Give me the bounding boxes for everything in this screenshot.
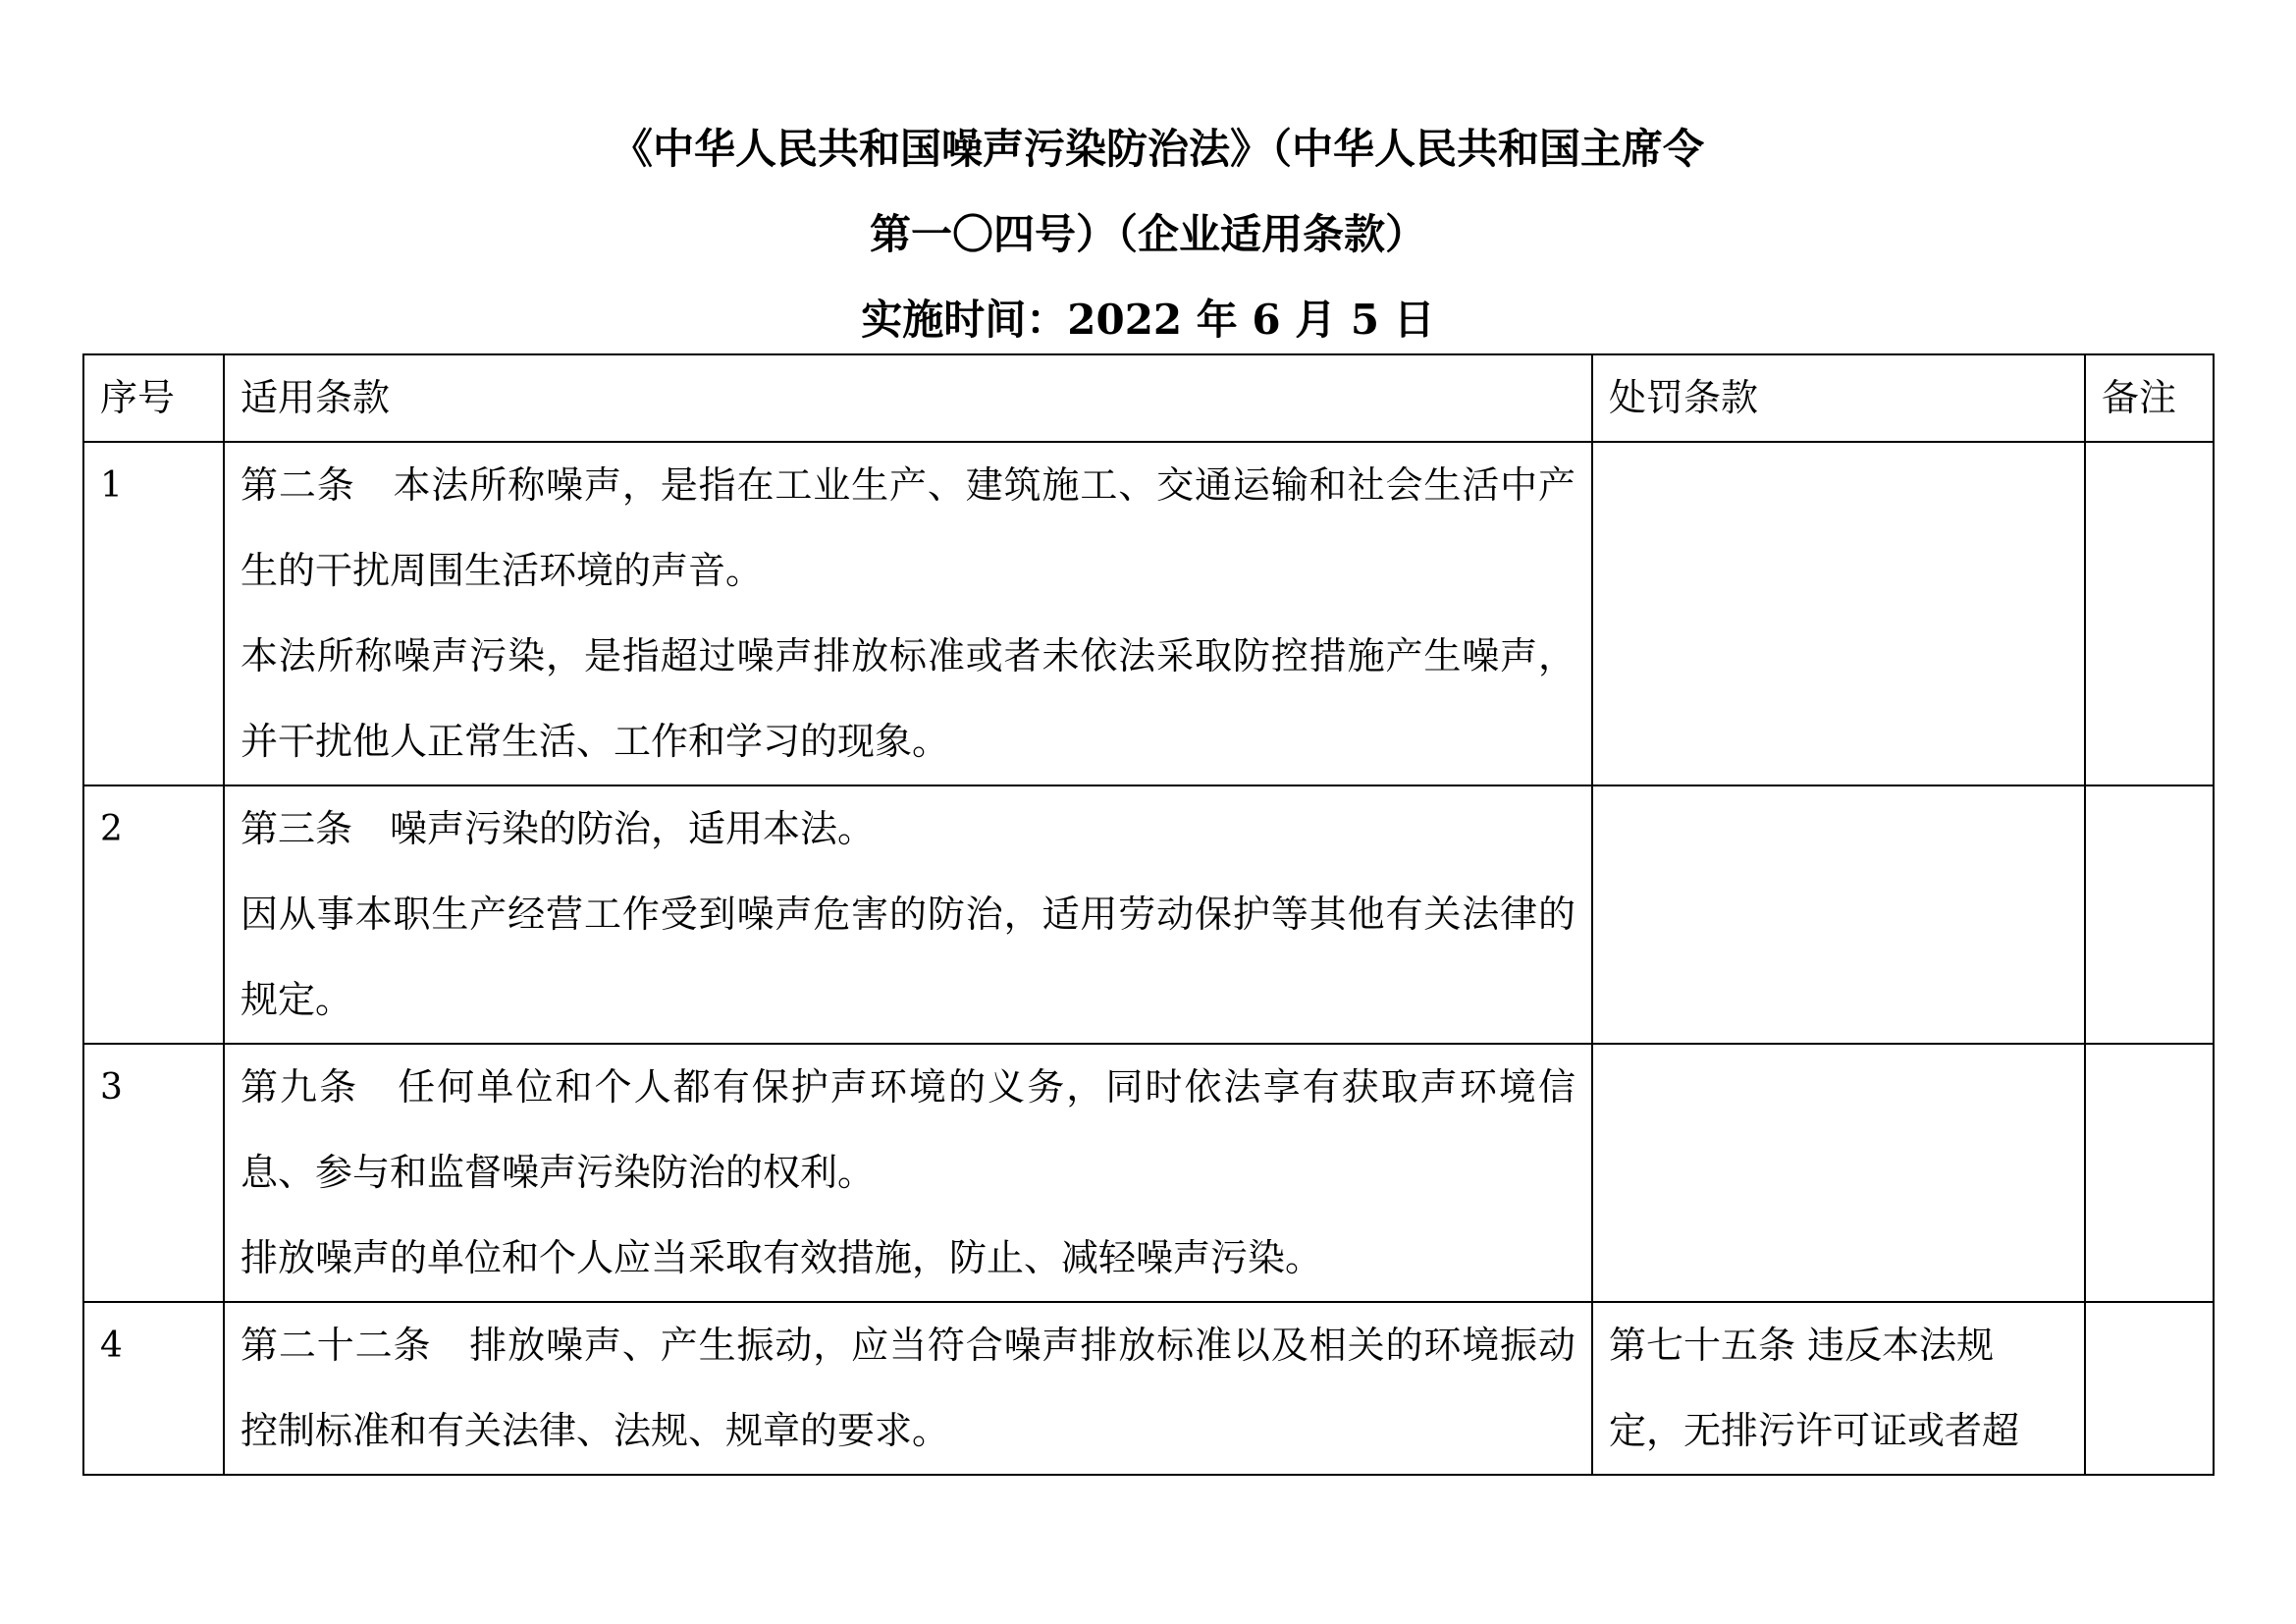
table-header-row (83, 354, 2214, 442)
penalty-text: 第七十五条 违反本法规定，无排污许可证或者超 (1609, 1324, 2020, 1452)
penalty-cell (1592, 1044, 2085, 1302)
serial-number-cell: 2 (83, 785, 224, 1044)
remarks-cell (2085, 785, 2214, 1044)
header-penalty-clause: 处罚条款 (1592, 354, 2085, 442)
remarks-cell (2085, 1302, 2214, 1475)
clause-paragraph: 因从事本职生产经营工作受到噪声危害的防治，适用劳动保护等其他有关法律的规定。 (240, 893, 1575, 1021)
title-line-1: 《中华人民共和国噪声污染防治法》（中华人民共和国主席令 (611, 125, 1704, 173)
remarks-cell (2085, 442, 2214, 785)
penalty-cell (1592, 442, 2085, 785)
clause-cell (224, 442, 1592, 785)
clause-paragraph: 第二条 本法所称噪声，是指在工业生产、建筑施工、交通运输和社会生活中产生的干扰周围生活环境的声音。 (240, 463, 1575, 592)
table-row (83, 1302, 2214, 1475)
clause-cell (224, 785, 1592, 1044)
clause-cell (224, 1044, 1592, 1302)
clause-paragraph: 本法所称噪声污染，是指超过噪声排放标准或者未依法采取防控措施产生噪声，并干扰他人正常生活、工作和学习的现象。 (240, 634, 1575, 763)
clause-paragraph: 第九条 任何单位和个人都有保护声环境的义务，同时依法享有获取声环境信息、参与和监督噪声污染防治的权利。 (240, 1065, 1575, 1194)
clause-paragraph: 第二十二条 排放噪声、产生振动，应当符合噪声排放标准以及相关的环境振动控制标准和有关法律、法规、规章的要求。 (240, 1324, 1575, 1452)
effective-date: 实施时间：2022 年 6 月 5 日 (861, 296, 1435, 344)
serial-number-cell: 3 (83, 1044, 224, 1302)
serial-number-cell: 1 (83, 442, 224, 785)
table-row (83, 1044, 2214, 1302)
penalty-cell (1592, 1302, 2085, 1475)
penalty-cell (1592, 785, 2085, 1044)
document-title (0, 106, 2296, 362)
title-line-2: 第一〇四号）（企业适用条款） (869, 210, 1426, 258)
header-applicable-clause: 适用条款 (224, 354, 1592, 442)
clause-paragraph: 排放噪声的单位和个人应当采取有效措施，防止、减轻噪声污染。 (240, 1236, 1323, 1279)
remarks-cell (2085, 1044, 2214, 1302)
serial-number-cell: 4 (83, 1302, 224, 1475)
header-remarks: 备注 (2085, 354, 2214, 442)
header-serial-number: 序号 (83, 354, 224, 442)
table-row (83, 785, 2214, 1044)
clause-paragraph: 第三条 噪声污染的防治，适用本法。 (240, 807, 876, 850)
table-row (83, 442, 2214, 785)
clause-cell (224, 1302, 1592, 1475)
clauses-table (82, 353, 2215, 1476)
